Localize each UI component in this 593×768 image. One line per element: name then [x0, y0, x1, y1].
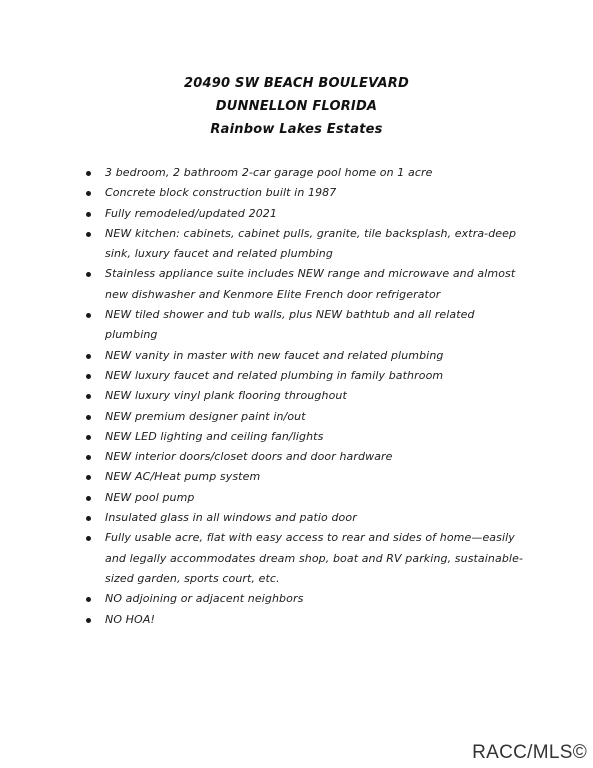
feature-list-item [84, 447, 524, 467]
bullet-icon [86, 232, 91, 237]
feature-text: NEW LED lighting and ceiling fan/lights [105, 429, 324, 443]
feature-list-item [84, 163, 524, 183]
feature-text: NEW kitchen: cabinets, cabinet pulls, granite, tile backsplash, extra-deep sink, luxury faucet and related plumbing [105, 226, 517, 261]
feature-list-item [84, 427, 524, 447]
bullet-icon [86, 191, 91, 196]
feature-list-item [84, 183, 524, 203]
feature-text: NO HOA! [105, 612, 155, 626]
bullet-icon [86, 455, 91, 460]
feature-list-item [84, 305, 524, 346]
feature-list [84, 163, 524, 630]
feature-list-item [84, 366, 524, 386]
feature-list-item [84, 528, 524, 589]
bullet-icon [86, 475, 91, 480]
bullet-icon [86, 597, 91, 602]
feature-text: 3 bedroom, 2 bathroom 2-car garage pool home on 1 acre [105, 166, 433, 179]
feature-text: NEW luxury vinyl plank flooring throughout [105, 389, 347, 403]
feature-list-item [84, 264, 524, 305]
bullet-icon [86, 435, 91, 440]
bullet-icon [86, 496, 91, 501]
feature-text: NO adjoining or adjacent neighbors [105, 592, 304, 606]
feature-text: Concrete block construction built in 1987 [105, 186, 337, 200]
feature-list-item [84, 488, 524, 508]
city-heading: DUNNELLON FLORIDA [215, 99, 378, 114]
subdivision-heading: Rainbow Lakes Estates [210, 122, 383, 137]
bullet-icon [86, 354, 91, 359]
feature-list-item [84, 589, 524, 609]
feature-list-item [84, 386, 524, 406]
mls-watermark: RACC/MLS© [472, 742, 587, 763]
feature-text: Insulated glass in all windows and patio door [105, 511, 357, 525]
address-heading: 20490 SW BEACH BOULEVARD [184, 76, 409, 91]
feature-list-item [84, 407, 524, 427]
bullet-icon [86, 313, 91, 318]
bullet-icon [86, 516, 91, 521]
bullet-icon [86, 374, 91, 379]
feature-text: NEW tiled shower and tub walls, plus NEW bathtub and all related plumbing [105, 308, 475, 342]
bullet-icon [86, 212, 91, 217]
bullet-icon [86, 536, 91, 541]
feature-list-item [84, 224, 524, 265]
feature-text: NEW interior doors/closet doors and door hardware [105, 450, 393, 464]
bullet-icon [86, 394, 91, 399]
feature-list-item [84, 467, 524, 487]
bullet-icon [86, 272, 91, 277]
feature-text: Fully remodeled/updated 2021 [105, 206, 277, 220]
feature-text: NEW luxury faucet and related plumbing in family bathroom [105, 368, 444, 382]
feature-list-item [84, 610, 524, 630]
feature-list-item [84, 346, 524, 366]
feature-text: NEW premium designer paint in/out [105, 409, 306, 423]
bullet-icon [86, 415, 91, 420]
bullet-icon [86, 618, 91, 623]
feature-text: NEW pool pump [105, 490, 195, 504]
bullet-icon [86, 171, 91, 176]
feature-text: Fully usable acre, flat with easy access to rear and sides of home—easily and legally accommodates dream shop, boat and RV parking, sustainable-sized garden, sports court, etc. [105, 531, 524, 585]
feature-list-item [84, 508, 524, 528]
document-header [0, 72, 593, 141]
feature-list-item [84, 204, 524, 224]
feature-text: Stainless appliance suite includes NEW range and microwave and almost new dishwasher and Kenmore Elite French door refrigerator [105, 267, 516, 301]
feature-text: NEW vanity in master with new faucet and related plumbing [105, 348, 444, 362]
feature-text: NEW AC/Heat pump system [105, 470, 261, 484]
